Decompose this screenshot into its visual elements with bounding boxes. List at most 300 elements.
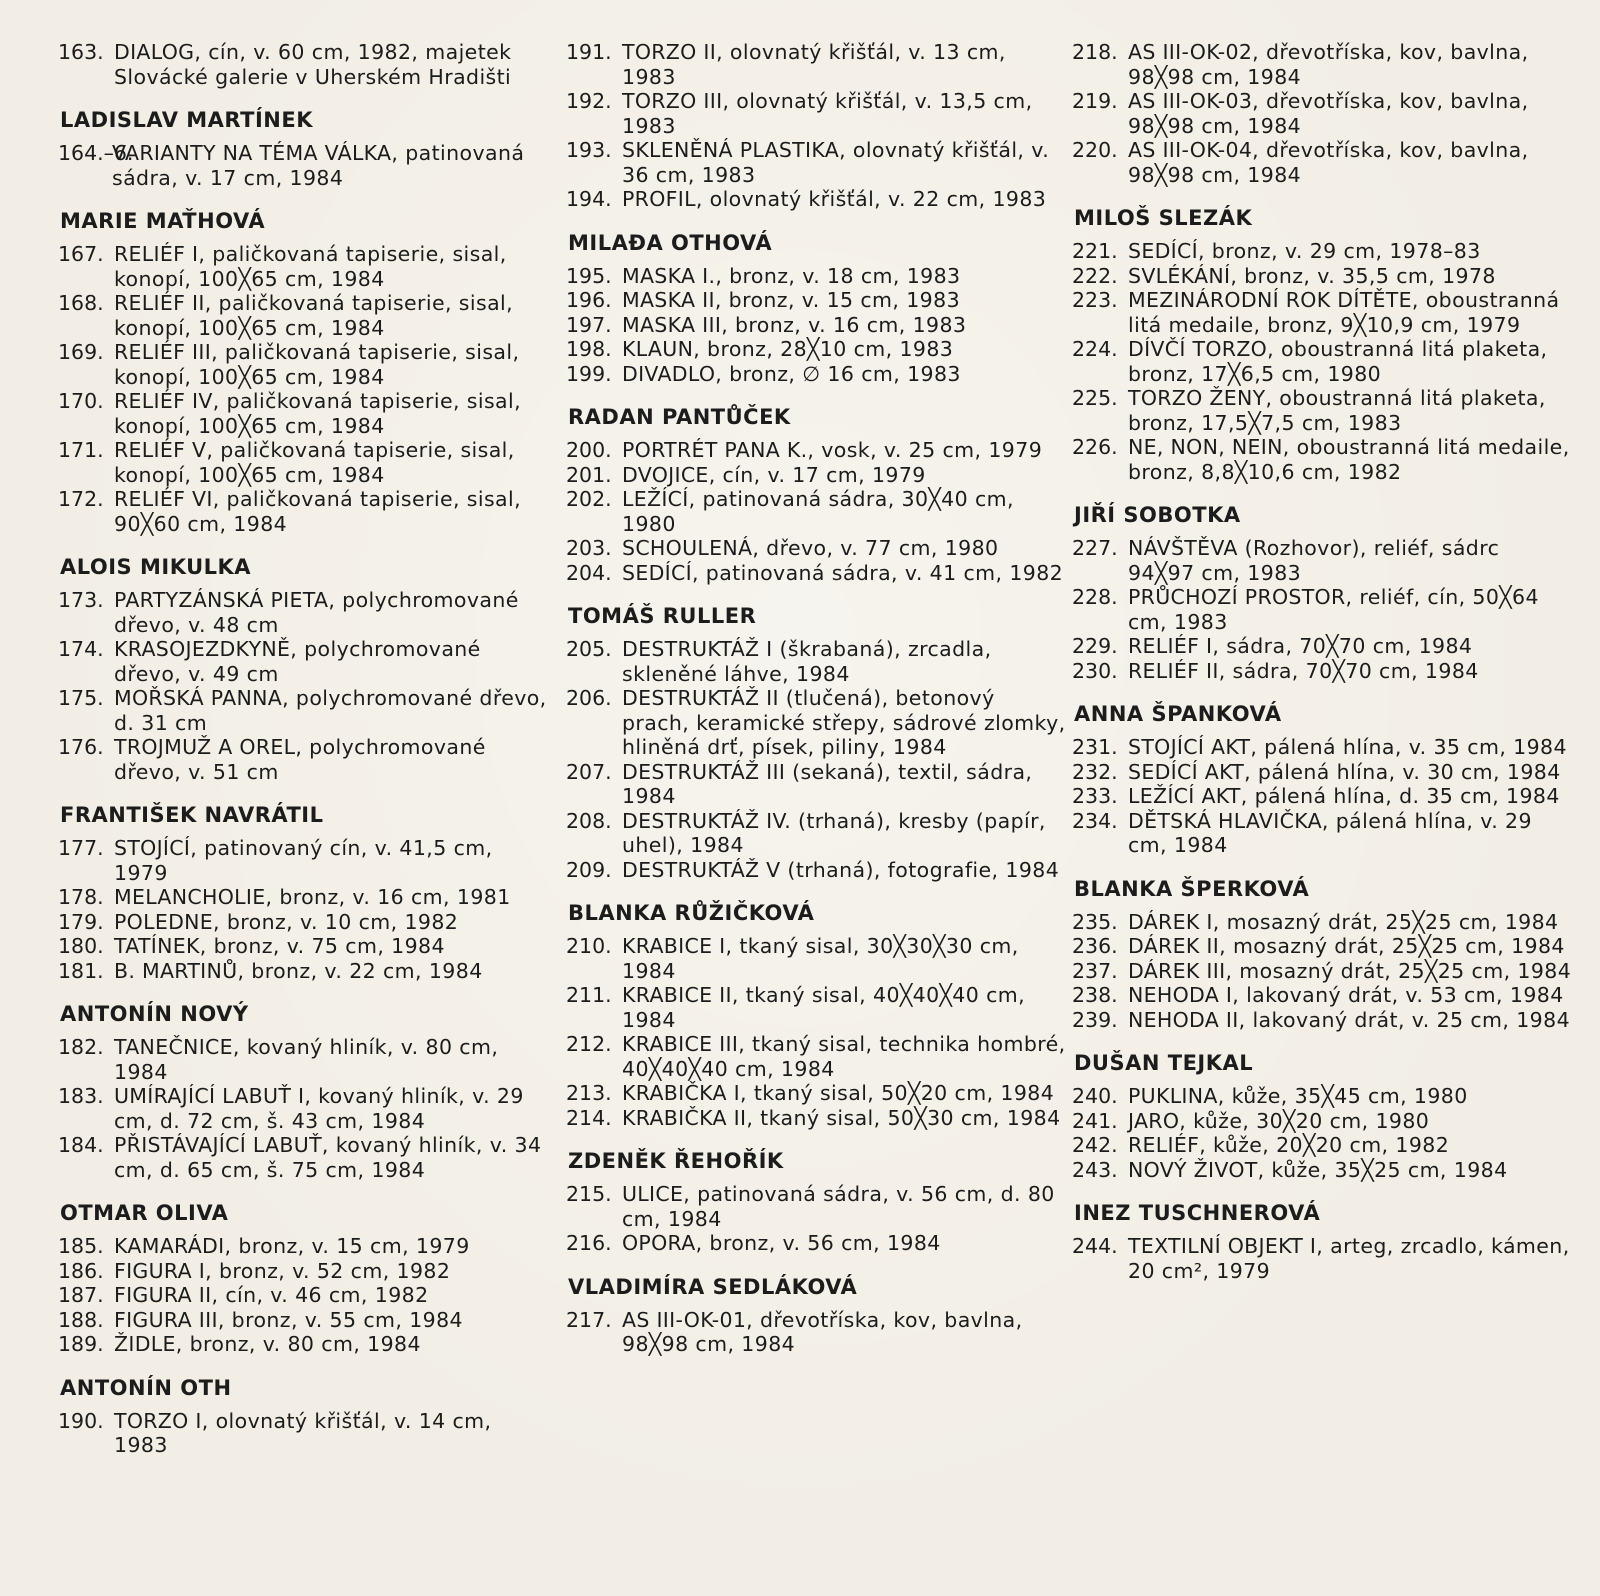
entry-text xyxy=(622,487,1066,536)
catalog-entry xyxy=(58,885,548,910)
entry-text xyxy=(1128,89,1572,138)
artwork-title: MASKA III xyxy=(622,312,722,337)
artwork-description: , kovaný hliník, v. 80 cm, 1984 xyxy=(114,1035,499,1084)
entry-text xyxy=(1128,288,1572,337)
entry-number: 173. xyxy=(58,588,104,612)
entry-text xyxy=(114,1283,548,1308)
catalog-entry xyxy=(58,1234,548,1259)
catalog-entry xyxy=(1072,1133,1572,1158)
entry-number: 196. xyxy=(566,288,612,312)
catalog-entry xyxy=(566,1106,1066,1131)
catalog-entry xyxy=(566,337,1066,362)
catalog-entry xyxy=(566,561,1066,586)
catalog-entry xyxy=(58,340,548,389)
entry-number: 170. xyxy=(58,389,104,413)
entry-text xyxy=(1128,337,1572,386)
artwork-title: OPORA xyxy=(622,1231,696,1255)
artwork-title: RELIÉF II xyxy=(114,291,205,315)
artwork-description: , bronz, 28╳10 cm, 1983 xyxy=(693,337,954,361)
catalog-entry xyxy=(1072,138,1572,187)
catalog-entry xyxy=(566,858,1066,883)
entry-number: 242. xyxy=(1072,1133,1118,1157)
artwork-title: NE, NON, NEIN xyxy=(1128,435,1283,459)
artwork-title: STOJÍCÍ AKT xyxy=(1128,735,1251,759)
catalog-entry xyxy=(566,138,1066,187)
entry-text xyxy=(114,836,548,885)
artwork-description: , tkaný sisal, 30╳30╳30 cm, 1984 xyxy=(622,934,1019,983)
entry-number: 169. xyxy=(58,340,104,364)
catalog-entry xyxy=(58,910,548,935)
artwork-description: , mosazný drát, 25╳25 cm, 1984 xyxy=(1219,934,1565,958)
entry-text xyxy=(1128,983,1572,1008)
catalog-entry xyxy=(1072,89,1572,138)
entry-number: 200. xyxy=(566,438,612,462)
entry-number: 236. xyxy=(1072,934,1118,958)
artist-heading: OTMAR OLIVA xyxy=(60,1201,229,1225)
entry-number: 199. xyxy=(566,361,612,386)
catalog-entry xyxy=(58,1283,548,1308)
artwork-title: SEDÍCÍ xyxy=(622,560,692,585)
entry-number: 220. xyxy=(1072,138,1118,162)
entry-text xyxy=(1128,435,1572,484)
entry-number: 206. xyxy=(566,686,612,710)
artist-heading: LADISLAV MARTÍNEK xyxy=(60,108,313,132)
catalog-entry xyxy=(58,291,548,340)
artwork-title: AS III-OK-03 xyxy=(1128,89,1253,113)
entry-text xyxy=(114,389,548,438)
catalog-entry xyxy=(1072,435,1572,484)
artwork-description: , polychromované dřevo, v. 49 cm xyxy=(114,637,481,686)
artwork-title: SCHOULENÁ xyxy=(622,536,753,560)
artist-heading: RADAN PANTŮČEK xyxy=(568,405,791,429)
artwork-description: , cín, v. 17 cm, 1979 xyxy=(708,462,926,487)
artwork-description: , mosazný drát, 25╳25 cm, 1984 xyxy=(1225,958,1572,983)
artwork-description: , olovnatý křišťál, v. 13,5 cm, 1983 xyxy=(622,89,1033,138)
catalog-entry xyxy=(1072,1109,1572,1134)
artwork-title: DESTRUKTÁŽ II xyxy=(622,686,779,710)
artist-heading: BLANKA RŮŽIČKOVÁ xyxy=(568,901,815,925)
entry-text xyxy=(1128,910,1572,935)
entry-text xyxy=(114,1035,548,1084)
artwork-description: (trhaná), kresby (papír, uhel), 1984 xyxy=(622,808,1046,857)
entry-text xyxy=(1128,735,1572,760)
entry-number: 243. xyxy=(1072,1157,1118,1182)
artwork-title: DÁREK III xyxy=(1128,958,1226,983)
artwork-title: MEZINÁRODNÍ ROK DÍTĚTE xyxy=(1128,288,1412,312)
artwork-description: , sádra, 70╳70 cm, 1984 xyxy=(1212,634,1473,658)
catalog-entry xyxy=(1072,536,1572,585)
artwork-description: , bronz, v. 15 cm, 1979 xyxy=(224,1234,470,1258)
entry-text xyxy=(114,487,548,536)
artwork-title: RELIÉF III xyxy=(114,340,212,364)
entry-number: 223. xyxy=(1072,288,1118,312)
entry-text xyxy=(622,89,1066,138)
catalog-entry xyxy=(1072,634,1572,659)
artist-heading: ZDENĚK ŘEHOŘÍK xyxy=(568,1149,784,1173)
catalog-entry xyxy=(58,588,548,637)
entry-text xyxy=(1128,1109,1572,1134)
entry-number: 176. xyxy=(58,735,104,759)
entry-text xyxy=(622,536,1066,561)
entry-number: 204. xyxy=(566,560,612,585)
artwork-title: TORZO ŽENY xyxy=(1128,386,1266,410)
artwork-description: , pálená hlína, v. 30 cm, 1984 xyxy=(1244,759,1561,784)
catalog-entry xyxy=(58,141,548,190)
artwork-title: TROJMUŽ A OREL xyxy=(114,735,296,759)
catalog-entry xyxy=(1072,386,1572,435)
catalog-entry xyxy=(1072,959,1572,984)
catalog-entry xyxy=(566,264,1066,289)
artwork-title: KRABICE I xyxy=(622,934,726,958)
artwork-description: , oboustranná litá medaile, bronz, 8,8╳10,6 cm, 1982 xyxy=(1128,435,1570,484)
entry-number: 174. xyxy=(58,637,104,661)
entry-text xyxy=(114,686,548,735)
catalog-entry xyxy=(1072,1158,1572,1183)
artwork-description: , patinovaný cín, v. 41,5 cm, 1979 xyxy=(114,836,493,885)
catalog-entry xyxy=(58,487,548,536)
entry-number: 182. xyxy=(58,1035,104,1059)
artwork-description: , paličkovaná tapiserie, sisal, konopí, 100╳65 cm, 1984 xyxy=(114,340,520,389)
entry-text xyxy=(1128,386,1572,435)
catalog-entry xyxy=(1072,910,1572,935)
entry-number: 241. xyxy=(1072,1108,1118,1133)
entry-text xyxy=(1128,1133,1572,1158)
entry-number: 225. xyxy=(1072,386,1118,410)
entry-text xyxy=(1128,40,1572,89)
artwork-title: DÁREK II xyxy=(1128,934,1220,958)
artwork-title: MASKA I. xyxy=(622,263,716,288)
catalog-entry xyxy=(1072,1234,1572,1283)
artwork-title: B. MARTINŮ xyxy=(114,958,238,983)
entry-text xyxy=(622,1308,1066,1357)
entry-text xyxy=(1128,934,1572,959)
artwork-description: , bronz, v. 16 cm, 1981 xyxy=(265,885,511,909)
catalog-entry xyxy=(1072,659,1572,684)
artwork-description: (trhaná), fotografie, 1984 xyxy=(780,857,1060,882)
artwork-description: , patinovaná sádra, 30╳40 cm, 1980 xyxy=(622,487,1014,536)
entry-text xyxy=(114,735,548,784)
entry-number: 210. xyxy=(566,934,612,958)
artwork-description: , pálená hlína, v. 29 cm, 1984 xyxy=(1128,808,1532,857)
artwork-description: , bronz, v. 29 cm, 1978–83 xyxy=(1197,239,1481,263)
catalog-entry xyxy=(58,1035,548,1084)
artwork-title: PRŮCHOZÍ PROSTOR xyxy=(1128,585,1346,609)
entry-number: 184. xyxy=(58,1133,104,1157)
entry-text xyxy=(114,910,548,935)
catalog-entry xyxy=(566,1182,1066,1231)
artwork-title: MELANCHOLIE xyxy=(114,885,266,909)
artwork-title: NÁVŠTĚVA xyxy=(1128,536,1238,560)
artist-heading: ANTONÍN NOVÝ xyxy=(60,1002,249,1026)
catalog-entry xyxy=(58,1409,548,1458)
artwork-title: RELIÉF I xyxy=(1128,634,1213,658)
artwork-title: PŘISTÁVAJÍCÍ LABUŤ xyxy=(114,1133,322,1157)
entry-text xyxy=(622,40,1066,89)
catalog-entry xyxy=(58,1332,548,1357)
entry-number: 244. xyxy=(1072,1234,1118,1258)
entry-number: 234. xyxy=(1072,808,1118,833)
entry-number: 219. xyxy=(1072,89,1118,113)
artist-heading: FRANTIŠEK NAVRÁTIL xyxy=(60,803,324,827)
catalog-entry xyxy=(1072,264,1572,289)
entry-number: 211. xyxy=(566,983,612,1007)
artwork-description: , dřevotříska, kov, bavlna, 98╳98 cm, 1984 xyxy=(622,1307,1023,1356)
artwork-description: , sádra, 70╳70 cm, 1984 xyxy=(1218,658,1479,683)
entry-number: 209. xyxy=(566,857,612,882)
entry-text xyxy=(114,1234,548,1259)
entry-number: 201. xyxy=(566,462,612,487)
catalog-entry xyxy=(566,1081,1066,1106)
entry-number: 229. xyxy=(1072,634,1118,658)
artwork-description: , arteg, zrcadlo, kámen, 20 cm², 1979 xyxy=(1128,1234,1570,1283)
entry-number: 240. xyxy=(1072,1084,1118,1108)
catalog-entry xyxy=(566,536,1066,561)
artwork-title: KRASOJEZDKYNĚ xyxy=(114,637,291,661)
entry-text xyxy=(622,337,1066,362)
artwork-title: DESTRUKTÁŽ V xyxy=(622,857,781,882)
artwork-title: PUKLINA xyxy=(1128,1084,1218,1108)
entry-text xyxy=(1128,634,1572,659)
catalog-entry xyxy=(1072,934,1572,959)
artwork-description: , patinovaná sádra, v. 56 cm, d. 80 cm, 1984 xyxy=(622,1182,1055,1231)
artwork-description: , patinovaná sádra, v. 17 cm, 1984 xyxy=(112,141,525,190)
artwork-description: , olovnatý křišťál, v. 36 cm, 1983 xyxy=(622,138,1050,187)
entry-number: 190. xyxy=(58,1408,104,1433)
artist-heading: INEZ TUSCHNEROVÁ xyxy=(1074,1201,1321,1225)
entry-number: 192. xyxy=(566,89,612,113)
artwork-description: , reliéf, cín, 50╳64 cm, 1983 xyxy=(1128,585,1539,634)
artwork-description: , patinovaná sádra, v. 41 cm, 1982 xyxy=(691,560,1064,585)
artwork-title: RELIÉF II xyxy=(1128,658,1219,683)
entry-text xyxy=(114,340,548,389)
artwork-description: , lakovaný drát, v. 25 cm, 1984 xyxy=(1238,1007,1571,1032)
artwork-title: DESTRUKTÁŽ I xyxy=(622,637,773,661)
artwork-description: , dřevotříska, kov, bavlna, 98╳98 cm, 1984 xyxy=(1128,40,1529,89)
entry-text xyxy=(622,264,1066,289)
artwork-description: (Rozhovor), reliéf, sádrc 94╳97 cm, 1983 xyxy=(1128,536,1500,585)
artwork-title: RELIÉF I xyxy=(114,242,199,266)
catalog-entry xyxy=(1072,784,1572,809)
artwork-title: MASKA II xyxy=(622,288,715,312)
artist-heading: DUŠAN TEJKAL xyxy=(1074,1051,1254,1075)
catalog-entry xyxy=(566,983,1066,1032)
artwork-description: , kůže, 35╳45 cm, 1980 xyxy=(1217,1084,1468,1108)
entry-number: 208. xyxy=(566,808,612,833)
artwork-title: TANEČNICE xyxy=(114,1035,233,1059)
catalog-entry xyxy=(58,40,548,89)
artwork-description: , dřevo, v. 77 cm, 1980 xyxy=(752,536,999,560)
entry-number: 172. xyxy=(58,487,104,511)
artwork-description: , bronz, v. 16 cm, 1983 xyxy=(721,312,967,337)
artist-heading: MILOŠ SLEZÁK xyxy=(1074,206,1253,230)
entry-number: 187. xyxy=(58,1283,104,1307)
entry-text xyxy=(1128,809,1572,858)
artwork-description: , kovaný hliník, v. 29 cm, d. 72 cm, š. 43 cm, 1984 xyxy=(114,1084,524,1133)
entry-number: 238. xyxy=(1072,983,1118,1007)
entry-number: 224. xyxy=(1072,337,1118,361)
entry-number: 168. xyxy=(58,291,104,315)
entry-text xyxy=(114,291,548,340)
catalog-entry xyxy=(58,1133,548,1182)
artwork-description: , bronz, v. 52 cm, 1982 xyxy=(205,1258,451,1283)
entry-number: 181. xyxy=(58,958,104,983)
catalog-entry xyxy=(58,735,548,784)
artwork-description: , olovnatý křišťál, v. 13 cm, 1983 xyxy=(622,40,1006,89)
artwork-title: PARTYZÁNSKÁ PIETA xyxy=(114,588,329,612)
artwork-title: PORTRÉT PANA K. xyxy=(622,438,808,462)
artwork-description: , olovnatý křišťál, v. 22 cm, 1983 xyxy=(695,187,1047,211)
entry-text xyxy=(622,288,1066,313)
artwork-title: SKLENĚNÁ PLASTIKA xyxy=(622,138,840,162)
entry-number: 205. xyxy=(566,637,612,661)
entry-text xyxy=(622,1231,1066,1256)
entry-number: 188. xyxy=(58,1307,104,1332)
entry-number: 218. xyxy=(1072,40,1118,64)
entry-text xyxy=(114,637,548,686)
entry-number: 235. xyxy=(1072,909,1118,934)
artwork-title: NEHODA I xyxy=(1128,983,1233,1007)
artwork-title: LEŽÍCÍ xyxy=(622,487,689,511)
catalog-entry xyxy=(566,934,1066,983)
artwork-title: KRABIČKA I xyxy=(622,1081,740,1105)
entry-number: 232. xyxy=(1072,759,1118,784)
catalog-entry xyxy=(58,836,548,885)
artwork-title: SVLÉKÁNÍ xyxy=(1128,263,1231,288)
entry-number: 167. xyxy=(58,242,104,266)
entry-number: 207. xyxy=(566,759,612,784)
entry-number: 226. xyxy=(1072,435,1118,459)
artist-heading: VLADIMÍRA SEDLÁKOVÁ xyxy=(568,1274,858,1299)
catalog-entry xyxy=(58,1308,548,1333)
artist-heading: TOMÁŠ RULLER xyxy=(568,604,757,628)
artwork-description: , pálená hlína, v. 35 cm, 1984 xyxy=(1250,735,1567,759)
artwork-description: , bronz, v. 55 cm, 1984 xyxy=(217,1307,463,1332)
entry-text xyxy=(622,1032,1066,1081)
artwork-title: RELIÉF V xyxy=(114,438,207,462)
artwork-title: SEDÍCÍ xyxy=(1128,239,1198,263)
entry-text xyxy=(114,934,548,959)
catalog-entry xyxy=(58,1084,548,1133)
entry-text xyxy=(114,1133,548,1182)
catalog-entry xyxy=(566,809,1066,858)
artist-heading: ALOIS MIKULKA xyxy=(60,555,252,579)
artwork-description: , oboustranná litá medaile, bronz, 9╳10,9 cm, 1979 xyxy=(1128,288,1560,337)
entry-text xyxy=(114,40,548,89)
artwork-description: , bronz, ∅ 16 cm, 1983 xyxy=(715,361,961,386)
artwork-description: , cín, v. 46 cm, 1982 xyxy=(211,1283,429,1307)
catalog-entry xyxy=(1072,983,1572,1008)
column-3 xyxy=(1072,40,1572,1283)
entry-number: 228. xyxy=(1072,585,1118,609)
entry-text xyxy=(114,1409,548,1458)
entry-number: 230. xyxy=(1072,658,1118,683)
entry-text xyxy=(1128,760,1572,785)
entry-number: 175. xyxy=(58,686,104,710)
artwork-title: RELIÉF xyxy=(1128,1133,1200,1157)
artwork-description: , vosk, v. 25 cm, 1979 xyxy=(807,438,1043,462)
entry-text xyxy=(622,187,1066,212)
entry-text xyxy=(622,809,1066,858)
artwork-title: FIGURA III xyxy=(114,1307,218,1332)
entry-text xyxy=(622,561,1066,586)
entry-text xyxy=(1128,1234,1572,1283)
artwork-title: TORZO I xyxy=(114,1408,202,1433)
artwork-title: POLEDNE xyxy=(114,909,214,934)
artwork-title: AS III-OK-02 xyxy=(1128,40,1253,64)
entry-number: 227. xyxy=(1072,536,1118,560)
entry-text xyxy=(622,438,1066,463)
entry-text xyxy=(114,1308,548,1333)
artwork-description: , tkaný sisal, 40╳40╳40 cm, 1984 xyxy=(622,983,1026,1032)
artist-heading: JIŘÍ SOBOTKA xyxy=(1074,503,1241,527)
column-1 xyxy=(58,40,548,1458)
catalog-entry xyxy=(566,1231,1066,1256)
artwork-title: VARIANTY NA TÉMA VÁLKA xyxy=(112,141,392,165)
entry-number: 212. xyxy=(566,1032,612,1056)
entry-number: 203. xyxy=(566,536,612,560)
artwork-title: TATÍNEK xyxy=(114,934,200,958)
catalog-entry xyxy=(1072,337,1572,386)
artwork-title: NOVÝ ŽIVOT xyxy=(1128,1157,1258,1182)
entry-text xyxy=(114,959,548,984)
artwork-description: , paličkovaná tapiserie, sisal, 90╳60 cm, 1984 xyxy=(114,487,522,536)
catalog-entry xyxy=(58,389,548,438)
entry-text xyxy=(1128,264,1572,289)
entry-text xyxy=(622,637,1066,686)
artwork-description: , bronz, v. 35,5 cm, 1978 xyxy=(1230,263,1496,288)
artwork-title: NEHODA II xyxy=(1128,1007,1239,1032)
entry-text xyxy=(1128,138,1572,187)
entry-number: 222. xyxy=(1072,263,1118,288)
catalog-entry xyxy=(58,1259,548,1284)
catalog-entry xyxy=(566,760,1066,809)
artwork-title: ŽIDLE xyxy=(114,1332,176,1356)
entry-number: 194. xyxy=(566,187,612,211)
catalog-entry xyxy=(566,288,1066,313)
catalog-entry xyxy=(58,637,548,686)
artwork-title: DIALOG xyxy=(114,40,195,64)
artwork-description: , bronz, v. 75 cm, 1984 xyxy=(199,934,445,958)
entry-text xyxy=(622,858,1066,883)
entry-text xyxy=(1128,585,1572,634)
artwork-title: DESTRUKTÁŽ III xyxy=(622,759,786,784)
catalog-entry xyxy=(566,1308,1066,1357)
catalog-entry xyxy=(566,637,1066,686)
entry-text xyxy=(622,934,1066,983)
artwork-title: AS III-OK-01 xyxy=(622,1307,747,1332)
catalog-entry xyxy=(58,242,548,291)
catalog-entry xyxy=(1072,585,1572,634)
entry-text xyxy=(1128,1158,1572,1183)
artwork-title: FIGURA I xyxy=(114,1258,206,1283)
entry-text xyxy=(114,242,548,291)
artist-heading: MILAĐA OTHOVÁ xyxy=(568,230,773,255)
artwork-description: , bronz, v. 18 cm, 1983 xyxy=(715,263,961,288)
entry-number: 164.–6. xyxy=(58,141,134,165)
entry-number: 231. xyxy=(1072,735,1118,759)
artwork-title: UMÍRAJÍCÍ LABUŤ I xyxy=(114,1084,305,1108)
entry-text xyxy=(112,141,548,190)
catalog-entry xyxy=(566,40,1066,89)
artwork-description: , polychromované dřevo, v. 48 cm xyxy=(114,588,519,637)
artwork-description: , cín, v. 60 cm, 1982, majetek Slovácké galerie v Uherském Hradišti xyxy=(114,40,512,89)
entry-number: 213. xyxy=(566,1081,612,1105)
entry-text xyxy=(114,438,548,487)
artwork-description: (sekaná), textil, sádra, 1984 xyxy=(622,759,1033,808)
entry-number: 197. xyxy=(566,312,612,337)
entry-number: 221. xyxy=(1072,239,1118,263)
entry-text xyxy=(622,983,1066,1032)
